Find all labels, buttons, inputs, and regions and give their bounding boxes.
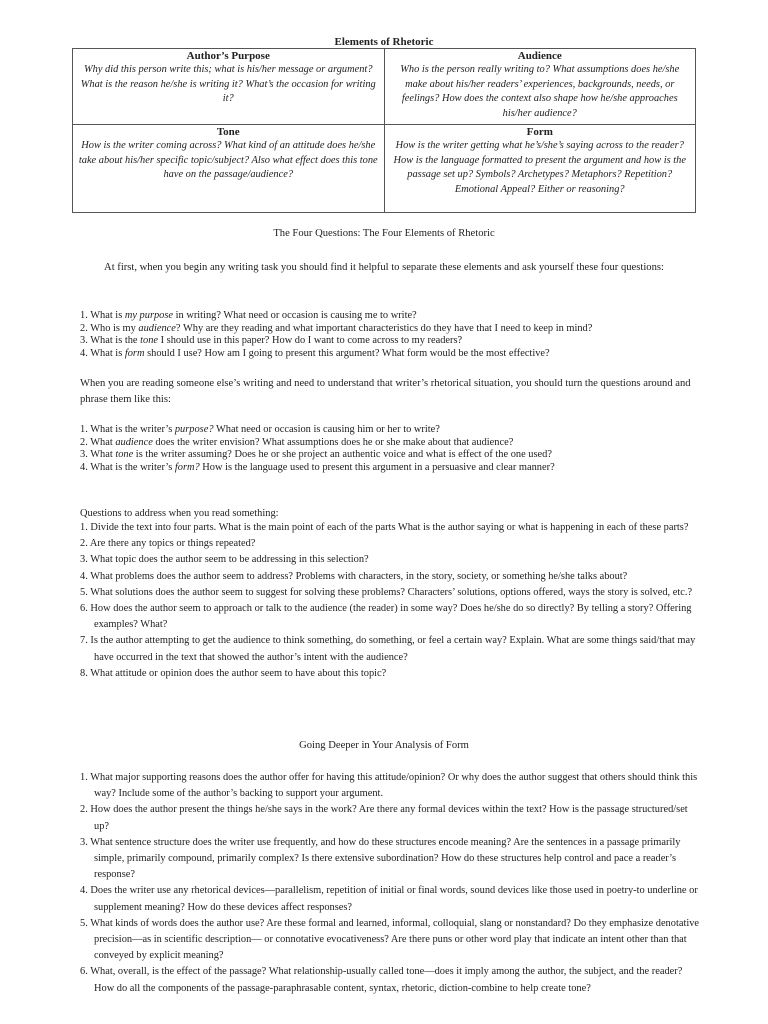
audience-text: Who is the person really writing to? What assumptions does he/she make about his/her readers’ experiences, backgrounds, needs, or feelings? How does the context also shape how he/she approaches his/her audience?	[400, 64, 680, 119]
list-item: 6. What, overall, is the effect of the passage? What relationship-usually called tone—does it imply among the author, the subject, and the reader? How do all the components of the passage-paraphrasable content, syntax, rhetoric, diction-combine to help create tone?	[80, 966, 683, 994]
list-item: 4. What is form should I use? How am I going to present this argument? What form would be the most effective?	[80, 347, 550, 359]
audience-heading: Audience	[517, 50, 562, 62]
address-heading: Questions to address when you read something:	[80, 508, 279, 519]
deeper-heading: Going Deeper in Your Analysis of Form	[299, 740, 469, 751]
list-item: 3. What sentence structure does the writer use frequently, and how do these structures encode meaning? Are the sentences in a passage primarily simple, primarily compound, primarily complex? Is there extensive subordination? How do these structures help control and pace a reader’s response?	[80, 836, 681, 881]
list-item: 2. Who is my audience? Why are they reading and what important characteristics do they have that I need to keep in mind?	[80, 322, 593, 334]
tone-cell	[73, 125, 385, 213]
list-item: 1. What is my purpose in writing? What need or occasion is causing me to write?	[80, 310, 417, 321]
list-item: 4. What is the writer’s form? How is the language used to present this argument in a persuasive and clear manner?	[80, 461, 555, 473]
list-item: 1. What major supporting reasons does the author offer for having this attitude/opinion? Or why does the author suggest that others should think this way? Include some of the author’s backing to support your argument.	[80, 772, 698, 800]
address-questions-list	[80, 520, 700, 682]
four-questions-heading: The Four Questions: The Four Elements of Rhetoric	[273, 228, 495, 239]
list-item: 2. What audience does the writer envision? What assumptions does he or she make about that audience?	[80, 436, 514, 448]
list-item: 4. What problems does the author seem to address? Problems with characters, in the story, society, or something he/she talks about?	[80, 570, 628, 582]
audience-cell	[384, 49, 696, 125]
list-item: 5. What solutions does the author seem to suggest for solving these problems? Characters’ solutions, options offered, ways the story is solved, etc.?	[80, 586, 693, 598]
list-item: 2. Are there any topics or things repeated?	[80, 538, 256, 550]
document-title: Elements of Rhetoric	[334, 36, 434, 48]
list-item: 6. How does the author seem to approach or talk to the audience (the reader) in some way? Does he/she do so directly? By telling a story? Offering examples? What?	[80, 603, 692, 631]
deeper-questions-list	[80, 770, 700, 997]
tone-text: How is the writer coming across? What kind of an attitude does he/she take about his/her specific topic/subject? Also what effect does this tone have on the passage/audience?	[78, 140, 378, 180]
purpose-cell	[73, 49, 385, 125]
intro-paragraph: At first, when you begin any writing task you should find it helpful to separate these elements and ask yourself these four questions:	[104, 262, 664, 273]
tone-heading: Tone	[216, 126, 240, 138]
list-item: 3. What topic does the author seem to be addressing in this selection?	[80, 554, 369, 566]
list-item: 3. What is the tone I should use in this paper? How do I want to come across to my readers?	[80, 335, 463, 347]
turn-around-paragraph: When you are reading someone else’s writing and need to understand that writer’s rhetorical situation, you should turn the questions around and phrase them like this:	[80, 378, 691, 405]
own-questions-list	[80, 310, 700, 360]
purpose-heading: Author’s Purpose	[186, 50, 270, 62]
list-item: 4. Does the writer use any rhetorical devices—parallelism, repetition of initial or final words, sound devices like those used in poetry-to underline or supplement meaning? How do these devices affect responses?	[80, 885, 698, 913]
others-questions-list	[80, 424, 700, 474]
elements-table	[72, 48, 696, 213]
list-item: 3. What tone is the writer assuming? Does he or she project an authentic voice and what is effect of the one used?	[80, 449, 552, 461]
purpose-text: Why did this person write this; what is his/her message or argument? What is the reason he/she is writing it? What’s the occasion for writing it?	[80, 64, 376, 104]
list-item: 1. What is the writer’s purpose? What need or occasion is causing him or her to write?	[80, 424, 440, 435]
form-text: How is the writer getting what he’s/she’s saying across to the reader? How is the language formatted to present the argument and how is the passage set up? Symbols? Archetypes? Metaphors? Repetition? Emotional Appeal? Either or reasoning?	[393, 140, 686, 195]
list-item: 5. What kinds of words does the author use? Are these formal and learned, informal, colloquial, slang or nonstandard? Do they emphasize denotative precision—as in scientific description— or connotative evocativeness? Are there puns or other word play that indicate an intent other than that conveyed by explicit meaning?	[80, 917, 700, 962]
list-item: 1. Divide the text into four parts. What is the main point of each of the parts What is the author saying or what is happening in each of these parts?	[80, 522, 689, 533]
form-cell	[384, 125, 696, 213]
list-item: 8. What attitude or opinion does the author seem to have about this topic?	[80, 667, 387, 679]
form-heading: Form	[526, 126, 553, 138]
list-item: 7. Is the author attempting to get the audience to think something, do something, or feel a certain way? Explain. What are some things said/that may have occurred in the text that showed the author’s intent with the audience?	[80, 635, 696, 663]
list-item: 2. How does the author present the things he/she says in the work? Are there any formal devices within the text? How is the passage structured/set up?	[80, 804, 688, 832]
